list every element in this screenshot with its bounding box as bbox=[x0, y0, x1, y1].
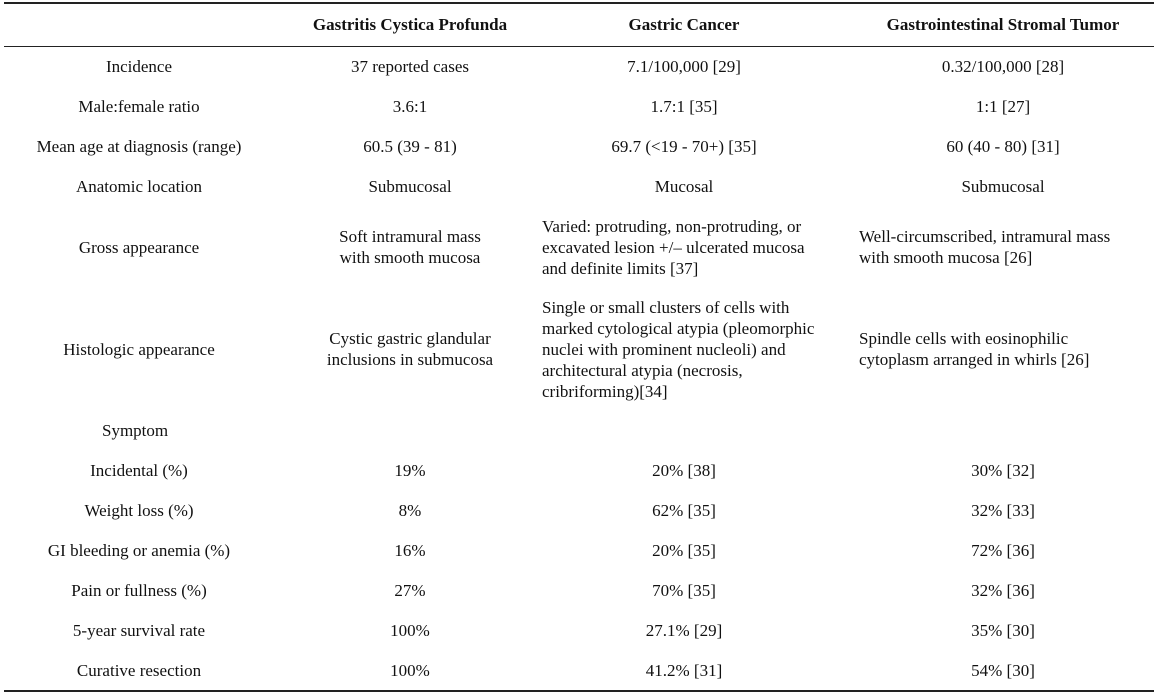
cell-gist: 32% [36] bbox=[971, 580, 1035, 600]
table-row bbox=[4, 94, 1154, 118]
row-label: Incidence bbox=[105, 56, 173, 76]
header-gist: Gastrointestinal Stromal Tumor bbox=[886, 15, 1120, 34]
cell-gcp: 19% bbox=[394, 460, 426, 480]
header-gastric-cancer: Gastric Cancer bbox=[628, 15, 740, 34]
cell-gc: 1.7:1 [35] bbox=[650, 96, 718, 116]
cell-gc: 20% [35] bbox=[652, 540, 716, 560]
cell-gcp: 3.6:1 bbox=[392, 96, 428, 116]
row-label: Mean age at diagnosis (range) bbox=[36, 136, 242, 156]
header-rule bbox=[4, 46, 1154, 47]
row-label: Gross appearance bbox=[78, 237, 200, 257]
cell-gcp: 8% bbox=[398, 500, 422, 520]
cell-gc: 7.1/100,000 [29] bbox=[627, 56, 741, 76]
cell-gcp: Soft intramural mass with smooth mucosa bbox=[339, 227, 481, 267]
cell-gist: Well-circumscribed, intramural mass with smooth mucosa [26] bbox=[859, 227, 1111, 267]
row-label: Incidental (%) bbox=[90, 460, 188, 480]
table-row bbox=[4, 174, 1154, 198]
table-row bbox=[4, 578, 1154, 602]
row-label: Anatomic location bbox=[75, 176, 203, 196]
cell-gist: 0.32/100,000 [28] bbox=[941, 56, 1065, 76]
cell-gcp: 37 reported cases bbox=[350, 56, 469, 76]
cell-gist: 54% [30] bbox=[971, 660, 1035, 680]
table-row bbox=[4, 134, 1154, 158]
cell-gist: 1:1 [27] bbox=[975, 96, 1031, 116]
cell-gist bbox=[852, 418, 1154, 442]
cell-gist: 35% [30] bbox=[971, 620, 1035, 640]
cell-gc: 62% [35] bbox=[652, 500, 716, 520]
table-row bbox=[4, 418, 1154, 442]
table-row bbox=[4, 292, 1154, 406]
cell-gist: 32% [33] bbox=[971, 500, 1035, 520]
row-label: Pain or fullness (%) bbox=[71, 580, 207, 600]
comparison-table bbox=[4, 0, 1154, 694]
cell-gcp: Submucosal bbox=[368, 176, 452, 196]
cell-gist: 72% [36] bbox=[971, 540, 1035, 560]
table-row bbox=[4, 458, 1154, 482]
cell-gc: Mucosal bbox=[654, 176, 714, 196]
cell-gc: 20% [38] bbox=[652, 460, 716, 480]
cell-gc: Single or small clusters of cells with marked cytological atypia (pleomorphic nuclei with prominent nucleoli) and architectural atypia (necrosis, cribriforming)[34] bbox=[542, 297, 815, 401]
cell-gc: 41.2% [31] bbox=[645, 660, 723, 680]
row-label: Weight loss (%) bbox=[84, 500, 194, 520]
cell-gcp: Cystic gastric glandular inclusions in submucosa bbox=[326, 329, 494, 369]
cell-gcp: 100% bbox=[390, 620, 430, 640]
table-row bbox=[4, 214, 1154, 280]
table-row bbox=[4, 498, 1154, 522]
cell-gcp: 27% bbox=[394, 580, 426, 600]
cell-gcp bbox=[294, 418, 526, 442]
header-gastritis-cystica-profunda: Gastritis Cystica Profunda bbox=[312, 15, 508, 34]
cell-gist: 60 (40 - 80) [31] bbox=[946, 136, 1060, 156]
cell-gc: Varied: protruding, non-protruding, or excavated lesion +/– ulcerated mucosa and definite limits [37] bbox=[542, 216, 805, 278]
row-label-symptom: Symptom bbox=[102, 420, 169, 440]
cell-gist: Spindle cells with eosinophilic cytoplasm arranged in whirls [26] bbox=[859, 329, 1090, 369]
cell-gc: 27.1% [29] bbox=[645, 620, 723, 640]
table-row bbox=[4, 658, 1154, 682]
table-row bbox=[4, 618, 1154, 642]
cell-gc: 69.7 (<19 - 70+) [35] bbox=[611, 136, 757, 156]
cell-gc bbox=[536, 418, 832, 442]
row-label: Histologic appearance bbox=[63, 339, 215, 359]
cell-gcp: 60.5 (39 - 81) bbox=[363, 136, 457, 156]
row-label: Curative resection bbox=[76, 660, 202, 680]
cell-gcp: 16% bbox=[394, 540, 426, 560]
cell-gist: 30% [32] bbox=[971, 460, 1035, 480]
row-label: 5-year survival rate bbox=[72, 620, 206, 640]
cell-gcp: 100% bbox=[390, 660, 430, 680]
cell-gist: Submucosal bbox=[961, 176, 1045, 196]
table-row bbox=[4, 54, 1154, 78]
table-row bbox=[4, 538, 1154, 562]
table-bottom-rule bbox=[4, 690, 1154, 692]
row-label: Male:female ratio bbox=[78, 96, 200, 116]
cell-gc: 70% [35] bbox=[652, 580, 716, 600]
table-top-rule bbox=[4, 2, 1154, 4]
row-label: GI bleeding or anemia (%) bbox=[47, 540, 231, 560]
